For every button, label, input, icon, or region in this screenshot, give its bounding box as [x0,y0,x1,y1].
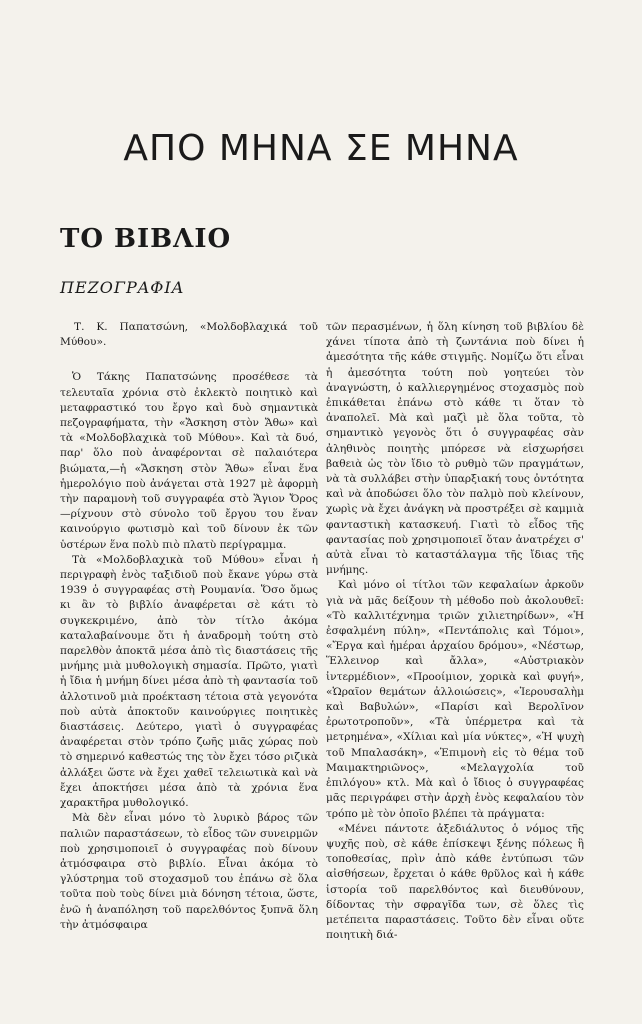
paragraph: Ὁ Τάκης Παπατσώνης προσέθεσε τὰ τελευταῖα χρόνια στὸ ἐκλεκτὸ ποιητικὸ καὶ μεταφραστικό του ἔργο καὶ δυὸ σημαντικὰ πεζογραφήματα, τὴν «Ἄσκηση στὸν Ἄθω» καὶ τὰ «Μολδοβλαχικὰ τοῦ Μύθου». Καὶ τὰ δυό, παρ' ὅλο ποὺ ἀναφέρονται σὲ παλαιότερα βιώματα,—ἡ «Ἄσκηση στὸν Ἄθω» εἶναι ἕνα ἡμερολόγιο ποὺ ἀνάγεται στὰ 1927 μὲ ἀφορμὴ τὴν παραμονὴ τοῦ συγγραφέα στὸ Ἅγιον Ὄρος—ρίχνουν στὸ σύνολο τοῦ ἔργου του ἕναν καινούργιο φωτισμὸ καὶ τοῦ δίνουν ἐκ τῶν ὑστέρων ἕνα πολὺ πιὸ πλατὺ περίγραμμα. [60,371,318,551]
section-title: ΤΟ ΒΙΒΛΙΟ [60,224,232,254]
paragraph: Τὰ «Μολδοβλαχικὰ τοῦ Μύθου» εἶναι ἡ περιγραφὴ ἑνὸς ταξιδιοῦ ποὺ ἔκανε γύρω στὰ 1939 ὁ συγγραφέας στὴ Ρουμανία. Ὅσο ὅμως κι ἂν τὸ βιβλίο ἀναφέρεται σὲ κάτι τὸ συγκεκριμένο, ἀπὸ τὸν τίτλο ἀκόμα καταλαβαίνουμε ὅτι ἡ ἀναδρομὴ τούτη στὸ παρελθὸν ἀποκτᾶ μέσα ἀπὸ τὶς διαστάσεις τῆς μνήμης μιὰ μυθολογικὴ σημασία. Πρῶτο, γιατὶ ἡ ἴδια ἡ μνήμη δίνει μέσα ἀπὸ τὴ φαντασία τοῦ ἀλλοτινοῦ μιὰ προέκταση τέτοια στὰ γεγονότα ποὺ αὐτὰ ἀποκτοῦν καινούργιες ποιητικὲς διαστάσεις. Δεύτερο, γιατὶ ὁ συγγραφέας ἀναφέρεται στὸν τρόπο ζωῆς μιᾶς χώρας ποὺ τὸ σημερινό καθεστώς της τὸν ἔχει τόσο ριζικὰ ἀλλάξει ὥστε νὰ ἔχει χαθεῖ τελειωτικὰ καὶ νὰ ἔχει ἀποκτήσει μέσα ἀπὸ τὰ χρόνια ἕνα χαρακτῆρα μυθολογικό. [60,553,318,810]
quote-paragraph: «Μένει πάντοτε ἀξεδιάλυτος ὁ νόμος τῆς ψυχῆς ποὺ, σὲ κάθε ἐπίσκεψι ξένης πόλεως ἢ τοποθεσίας, πρὶν ἀπὸ κάθε ἐντύπωσι τῶν αἰσθήσεων, ἔρχεται ὁ κάθε θρῦλος καὶ ἡ κάθε ἱστορία τοῦ παρελθόντος καὶ διευθύνουν, δίδοντας τὴν σφραγῖδα των, σὲ ὅλες τὶς μετέπειτα παραστάσεις. Τοῦτο δὲν εἶναι οὔτε ποιητικὴ διά- [326,822,584,942]
left-column [60,320,318,933]
book-reference: Τ. Κ. Παπατσώνη, «Μολδοβλαχικά τοῦ Μύθου». [60,321,318,349]
right-column [326,320,584,943]
paragraph: Καὶ μόνο οἱ τίτλοι τῶν κεφαλαίων ἀρκοῦν γιὰ νὰ μᾶς δείξουν τὴ μέθοδο ποὺ ἀκολουθεῖ: «Τὸ καλλιτέχνημα τριῶν χιλιετηρίδων», «Ἡ ἐσφαλμένη πύλη», «Πεντάπολις καὶ Τόμοι», «Ἔργα καὶ ἡμέραι ἀρχαίου δρόμου», «Νέστωρ, Ἕλλεινορ καὶ ἄλλα», «Αὐστριακὸν ἰντερμέδιον», «Προοίμιον, χορικὰ καὶ φυγή», «Ὡραῖον θεμάτων ἀλλοιώσεις», «Ἱερουσαλὴμ καὶ Βαβυλών», «Παρίσι καὶ Βερολῖνον ἐρωτοτροποῦν», «Τὰ ὑπέρμετρα καὶ τὰ μετρημένα», «Χίλιαι καὶ μία νύκτες», «Ἡ ψυχὴ τοῦ Μπαλασάκη», «Ἐπιμονὴ εἰς τὸ θέμα τοῦ Μαιμακτηριῶνος», «Μελαγχολία τοῦ ἐπιλόγου» κτλ. Μὰ καὶ ὁ ἴδιος ὁ συγγραφέας μᾶς περιγράφει στὴν ἀρχὴ ἑνὸς κεφαλαίου τὸν τρόπο μὲ τὸν ὁποῖο βλέπει τὰ πράγματα: [326,579,584,820]
paragraph: τῶν περασμένων, ἡ ὅλη κίνηση τοῦ βιβλίου δὲ χάνει τίποτα ἀπὸ τὴ ζωντάνια ποὺ δίνει ἡ ἀμεσότητα τῆς κάθε στιγμῆς. Νομίζω ὅτι εἶναι ἡ ἀμεσότητα τούτη ποὺ γοητεύει τὸν ἀναγνώστη, ὁ καλλιεργημένος στοχασμὸς ποὺ ἐπικάθεται ἐπάνω στὸ κάθε τι ὅταν τὸ ἀναπολεῖ. Μὰ καὶ μαζὶ μὲ ὅλα τοῦτα, τὸ σημαντικὸ γεγονὸς ὅτι ὁ συγγραφέας σὰν ἀληθινὸς ποιητὴς μπόρεσε νὰ εἰσχωρήσει βαθειὰ ὡς τὸν ἴδιο τὸ ρυθμὸ τῶν πραγμάτων, νὰ τὰ συλλάβει στὴν ὑπαρξιακή τους ὀντότητα καὶ νὰ ἀποδώσει ὅλο τὸν παλμὸ ποὺ κλείνουν, χωρὶς νὰ ἔχει ἀνάγκη νὰ προστρέξει σὲ καμμιὰ φανταστικὴ κατασκευή. Γιατὶ τὸ εἶδος τῆς φαντασίας ποὺ χρησιμοποιεῖ ὅταν ἀνατρέχει σ' αὐτὰ εἶναι τὸ καταστάλαγμα τῆς ἴδιας τῆς μνήμης. [326,321,584,577]
paragraph: Μὰ δὲν εἶναι μόνο τὸ λυρικὸ βάρος τῶν παλιῶν παραστάσεων, τὸ εἶδος τῶν συνειρμῶν ποὺ χρησιμοποιεῖ ὁ συγγραφέας ποὺ δίνουν ἀτμόσφαιρα στὸ βιβλίο. Εἶναι ἀκόμα τὸ γλύστρημα τοῦ στοχασμοῦ του ἐπάνω σὲ ὅλα τοῦτα ποὺ τοὺς δίνει μιὰ δόνηση τέτοια, ὥστε, ἐνῶ ἡ ἀναπόληση τοῦ παρελθόντος ξυπνᾶ ὅλη τὴν ἀτμόσφαιρα [60,812,318,931]
section-subtitle: ΠΕΖΟΓΡΑΦΙΑ [60,278,185,297]
page-header: ΑΠΟ ΜΗΝΑ ΣΕ ΜΗΝΑ [123,128,519,170]
